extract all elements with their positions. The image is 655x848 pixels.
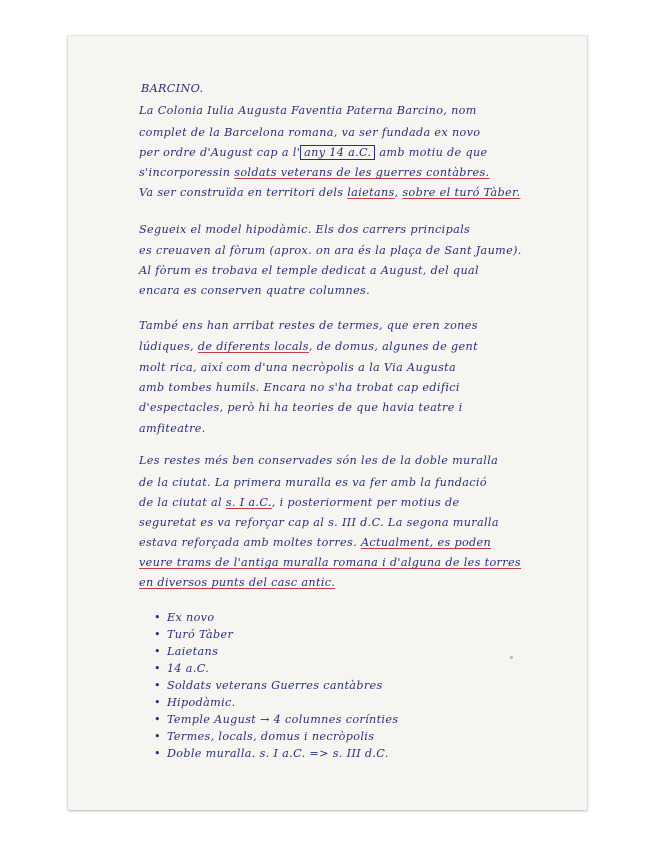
list-item: • Turó Tàber (154, 628, 233, 641)
paragraph-2-line-1: Segueix el model hipodàmic. Els dos carrers principals (139, 223, 471, 236)
notebook-page (68, 36, 587, 810)
paper-mark (510, 656, 513, 659)
paragraph-3-line-4: amb tombes humils. Encara no s'ha trobat cap edifici (139, 381, 460, 394)
underlined-locals: de diferents locals (197, 340, 309, 353)
paragraph-3-line-2-b: , de domus, algunes de gent (308, 340, 478, 353)
paragraph-3-line-6: amfiteatre. (139, 422, 206, 435)
list-item: • Soldats veterans Guerres cantàbres (154, 679, 383, 692)
paragraph-1-line-4-a: s'incorporessin (139, 166, 235, 179)
list-item: • Hipodàmic. (154, 696, 236, 709)
paragraph-1-line-3-b: amb motiu de que (375, 146, 488, 159)
paragraph-1-line-2-text: complet de la Barcelona romana, va ser fundada ex novo (139, 126, 481, 139)
paragraph-2-line-4: encara es conserven quatre columnes. (139, 284, 371, 297)
paragraph-1-line-5 (139, 186, 520, 199)
paragraph-1-line-3 (139, 146, 487, 159)
paragraph-1-line-4 (139, 166, 489, 179)
page-title: BARCINO. (141, 82, 204, 95)
paragraph-3-line-5: d'espectacles, però hi ha teories de que havia teatre i (139, 401, 463, 414)
underlined-actualment: Actualment, es poden (360, 536, 492, 549)
paragraph-1-line-3-a: per ordre d'August cap a l' (139, 146, 301, 159)
paragraph-3-line-1: També ens han arribat restes de termes, que eren zones (139, 319, 478, 332)
paragraph-1-line-5-b: , (394, 186, 403, 199)
paragraph-1-line-5-a: Va ser construïda en territori dels (139, 186, 348, 199)
paragraph-4-line-4: seguretat es va reforçar cap al s. III d.C. La segona muralla (139, 516, 499, 529)
list-item: • Termes, locals, domus i necròpolis (154, 730, 374, 743)
paragraph-4-line-5 (139, 536, 491, 549)
boxed-date: any 14 a.C. (300, 145, 375, 160)
list-item: • Temple August → 4 columnes corínties (154, 713, 398, 726)
list-item: • Doble muralla. s. I a.C. => s. III d.C. (154, 747, 389, 760)
list-item: • Ex novo (154, 611, 214, 624)
paragraph-3-line-3: molt rica, així com d'una necròpolis a la Via Augusta (139, 361, 457, 374)
list-item: • 14 a.C. (154, 662, 209, 675)
paragraph-3-line-2-a: lúdiques, (139, 340, 198, 353)
paragraph-3-line-2 (139, 340, 478, 353)
paragraph-2-line-3: Al fòrum es trobava el temple dedicat a August, del qual (139, 264, 479, 277)
underlined-soldiers: soldats veterans de les guerres contàbres. (234, 166, 490, 179)
underlined-century: s. I a.C. (225, 496, 272, 509)
paragraph-2-line-2: es creuaven al fòrum (aprox. on ara és la plaça de Sant Jaume). (139, 244, 522, 257)
paragraph-1-line-1: La Colonia Iulia Augusta Faventia Paterna Barcino, nom (139, 104, 477, 117)
paragraph-4-line-3-b: , i posteriorment per motius de (271, 496, 460, 509)
paragraph-4-line-7: en diversos punts del casc antic. (139, 576, 336, 589)
paragraph-4-line-3-a: de la ciutat al (139, 496, 226, 509)
paragraph-4-line-1: Les restes més ben conservades són les de la doble muralla (139, 454, 499, 467)
paragraph-4-line-6: veure trams de l'antiga muralla romana i d'alguna de les torres (139, 556, 522, 569)
paragraph-4-line-5-a: estava reforçada amb moltes torres. (139, 536, 361, 549)
paragraph-4-line-3 (139, 496, 460, 509)
paragraph-1-line-2 (139, 126, 480, 139)
paragraph-4-line-2: de la ciutat. La primera muralla es va fer amb la fundació (139, 476, 487, 489)
underlined-tabor: sobre el turó Tàber. (402, 186, 521, 199)
list-item: • Laietans (154, 645, 218, 658)
underlined-laietans: laietans (347, 186, 395, 199)
